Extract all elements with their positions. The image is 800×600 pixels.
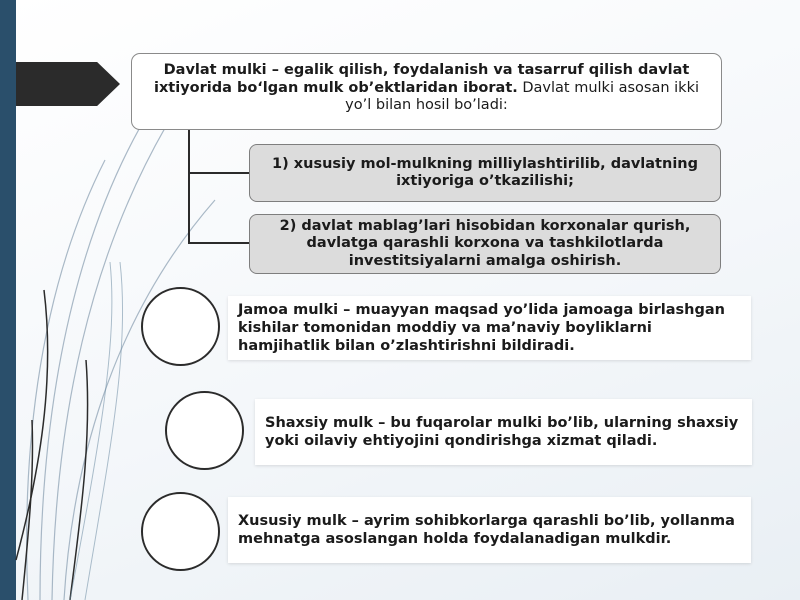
main-definition-bold: Davlat mulki – egalik qilish, foydalanish va tasarruf qilish davlat ixtiyorida bo‘lgan mulk ob’ektlaridan iborat. bbox=[153, 62, 690, 96]
bullet-circle-1 bbox=[141, 287, 220, 366]
subitem-1-text: 1) xususiy mol-mulkning milliylashtirilib, davlatning ixtiyoriga o’tkazilishi; bbox=[272, 155, 698, 189]
item-3-text: Xususiy mulk – ayrim sohibkorlarga qarashli bo’lib, yollanma mehnatga asoslangan holda foydalanadigan mulkdir. bbox=[238, 513, 735, 547]
main-definition-box bbox=[131, 53, 722, 130]
item-card-xususiy-mulk bbox=[228, 497, 751, 563]
item-card-jamoa-mulki bbox=[228, 296, 751, 360]
bullet-circle-2 bbox=[165, 391, 244, 470]
connector-to-sub1 bbox=[188, 172, 249, 174]
connector-to-sub2 bbox=[188, 242, 249, 244]
bullet-circle-3 bbox=[141, 492, 220, 571]
subitem-nationalization bbox=[249, 144, 721, 202]
connector-vertical bbox=[188, 130, 190, 243]
item-card-shaxsiy-mulk bbox=[255, 399, 752, 465]
item-2-text: Shaxsiy mulk – bu fuqarolar mulki bo’lib, ularning shaxsiy yoki oilaviy ehtiyojini qondirishga xizmat qiladi. bbox=[265, 415, 739, 449]
item-1-text: Jamoa mulki – muayyan maqsad yo’lida jamoaga birlashgan kishilar tomonidan moddiy va ma’naviy boyliklarni hamjihatlik bilan o’zlashtirishni bildiradi. bbox=[238, 302, 725, 354]
subitem-state-investment bbox=[249, 214, 721, 274]
subitem-2-text: 2) davlat mablag’lari hisobidan korxonalar qurish, davlatga qarashli korxona va tashkilotlarda investitsiyalarni amalga oshirish. bbox=[279, 217, 691, 269]
main-definition-normal: Davlat mulki asosan ikki yo’l bilan hosil bo’ladi: bbox=[345, 79, 699, 113]
